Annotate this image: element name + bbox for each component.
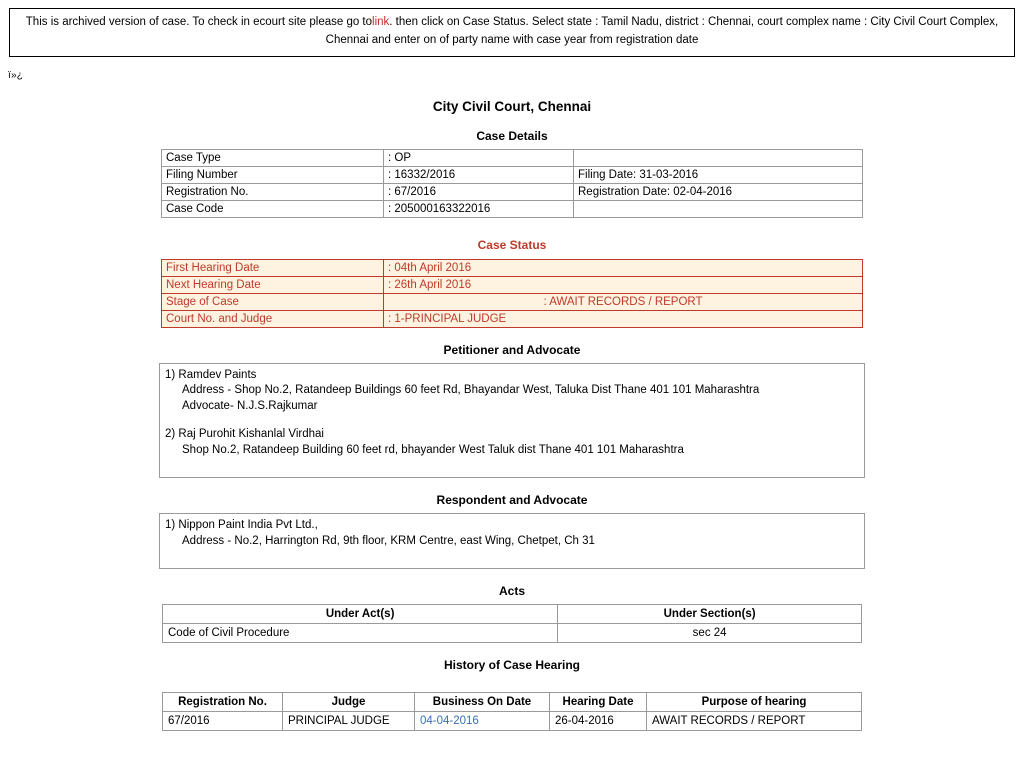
case-details-table — [161, 149, 863, 218]
respondent-name: 1) Nippon Paint India Pvt Ltd., — [165, 518, 318, 531]
notice-text-before: This is archived version of case. To check in ecourt site please go to — [25, 16, 373, 28]
divider — [165, 415, 859, 427]
section-heading-case-status: Case Status — [477, 237, 547, 252]
table-row — [162, 166, 863, 183]
case-details-value: : 67/2016 — [384, 183, 574, 200]
history-col-header-purpose: Purpose of hearing — [647, 692, 862, 711]
acts-cell-act: Code of Civil Procedure — [163, 623, 558, 642]
table-row — [162, 183, 863, 200]
history-cell-registration: 67/2016 — [163, 711, 283, 730]
stray-encoding-characters: ï»¿ — [8, 69, 24, 81]
table-row — [162, 276, 863, 293]
petitioner-box — [159, 363, 865, 478]
ecourt-link[interactable]: link — [372, 16, 390, 28]
respondent-box — [159, 513, 865, 569]
petitioner-address: Shop No.2, Ratandeep Building 60 feet rd, bhayander West Taluk dist Thane 401 101 Maharashtra — [182, 444, 684, 457]
divider — [165, 459, 859, 471]
section-heading-case-details: Case Details — [476, 128, 548, 143]
archive-notice-bar — [9, 8, 1015, 57]
case-status-label: First Hearing Date — [162, 259, 384, 276]
history-cell-business-date — [415, 711, 550, 730]
petitioner-name: 2) Raj Purohit Kishanlal Virdhai — [165, 428, 324, 441]
table-header-row — [163, 692, 862, 711]
section-heading-acts: Acts — [498, 583, 525, 598]
case-status-label: Court No. and Judge — [162, 310, 384, 327]
case-details-value: : 205000163322016 — [384, 200, 574, 217]
spacer — [0, 678, 1024, 692]
case-details-extra — [574, 200, 863, 217]
history-col-header-business-date: Business On Date — [415, 692, 550, 711]
table-row — [162, 310, 863, 327]
case-status-label: Stage of Case — [162, 293, 384, 310]
table-header-row — [163, 604, 862, 623]
case-status-value: : 04th April 2016 — [384, 259, 863, 276]
case-status-label: Next Hearing Date — [162, 276, 384, 293]
divider — [165, 550, 859, 562]
history-col-header-registration: Registration No. — [163, 692, 283, 711]
case-details-value: : 16332/2016 — [384, 166, 574, 183]
table-row — [162, 259, 863, 276]
petitioner-name: 1) Ramdev Paints — [165, 368, 257, 381]
section-heading-respondent: Respondent and Advocate — [436, 492, 588, 507]
case-details-extra — [574, 149, 863, 166]
case-details-label: Case Type — [162, 149, 384, 166]
history-cell-hearing-date: 26-04-2016 — [550, 711, 647, 730]
case-details-value: : OP — [384, 149, 574, 166]
acts-col-header-section: Under Section(s) — [558, 604, 862, 623]
notice-text-after: . then click on Case Status. Select state : Tamil Nadu, district : Chennai, court complex name : City Civil Court Complex, Chennai and enter on of party name with case year from registration date — [325, 16, 999, 46]
history-table — [162, 692, 862, 731]
acts-cell-section: sec 24 — [558, 623, 862, 642]
history-cell-purpose: AWAIT RECORDS / REPORT — [647, 711, 862, 730]
history-col-header-judge: Judge — [283, 692, 415, 711]
acts-col-header-act: Under Act(s) — [163, 604, 558, 623]
table-row — [163, 623, 862, 642]
table-row — [163, 711, 862, 730]
case-details-extra: Filing Date: 31-03-2016 — [574, 166, 863, 183]
page-title: City Civil Court, Chennai — [432, 98, 592, 114]
history-col-header-hearing-date: Hearing Date — [550, 692, 647, 711]
petitioner-advocate: Advocate- N.J.S.Rajkumar — [182, 400, 318, 413]
case-status-value: : 26th April 2016 — [384, 276, 863, 293]
case-details-extra: Registration Date: 02-04-2016 — [574, 183, 863, 200]
petitioner-address: Address - Shop No.2, Ratandeep Buildings 60 feet Rd, Bhayandar West, Taluka Dist Thane 401 101 Maharashtra — [182, 384, 760, 397]
case-details-label: Filing Number — [162, 166, 384, 183]
case-details-label: Registration No. — [162, 183, 384, 200]
table-row — [162, 200, 863, 217]
case-details-label: Case Code — [162, 200, 384, 217]
section-heading-petitioner: Petitioner and Advocate — [443, 342, 581, 357]
case-status-value: : AWAIT RECORDS / REPORT — [384, 293, 863, 310]
table-row — [162, 149, 863, 166]
respondent-address: Address - No.2, Harrington Rd, 9th floor, KRM Centre, east Wing, Chetpet, Ch 31 — [182, 534, 595, 547]
case-status-value: : 1-PRINCIPAL JUDGE — [384, 310, 863, 327]
section-heading-history: History of Case Hearing — [443, 657, 581, 672]
case-status-table — [161, 259, 863, 328]
business-date-link[interactable]: 04-04-2016 — [420, 714, 479, 727]
table-row — [162, 293, 863, 310]
acts-table — [162, 604, 862, 643]
history-cell-judge: PRINCIPAL JUDGE — [283, 711, 415, 730]
